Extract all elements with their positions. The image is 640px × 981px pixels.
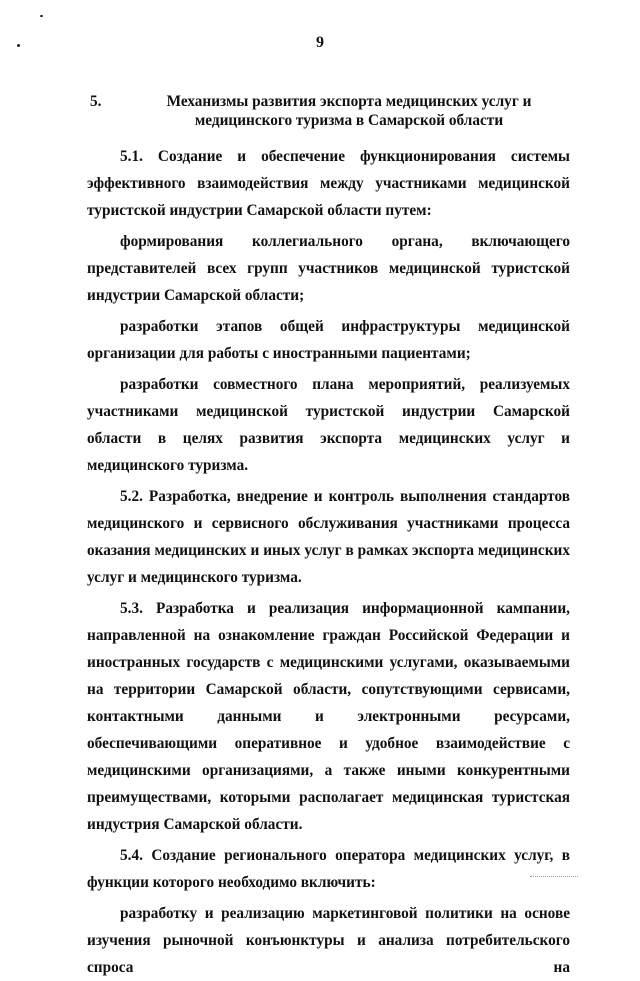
section-number: 5.	[90, 93, 102, 110]
paragraph: формирования коллегиального органа, включающего представителей всех групп участников медицинской туристской индустрии Самарской области;	[87, 233, 570, 304]
scan-speck	[40, 15, 43, 17]
paragraph: разработку и реализацию маркетинговой политики на основе изучения рыночной конъюнктуры и анализа потребительского спроса на	[87, 905, 570, 976]
paragraph: разработки этапов общей инфраструктуры медицинской организации для работы с иностранными пациентами;	[87, 318, 570, 362]
section-title: Механизмы развития экспорта медицинских услуг и медицинского туризма в Самарской области	[166, 93, 532, 129]
document-body	[87, 143, 570, 981]
paragraph: 5.3. Разработка и реализация информационной кампании, направленной на ознакомление граждан Российской Федерации и иностранных государств с медицинскими услугами, оказываемыми на территории Самарской области, сопутствующими сервисами, контактными данными и электронными ресурсами, обеспечивающими оперативное и удобное взаимодействие с медицинскими организациями, а также иными конкурентными преимуществами, которыми располагает медицинская туристская индустрия Самарской области.	[87, 600, 570, 833]
paragraph: 5.4. Создание регионального оператора медицинских услуг, в функции которого необходимо включить:	[87, 847, 570, 891]
scan-artifact	[530, 876, 578, 883]
section-heading	[90, 92, 570, 130]
page-number: 9	[316, 34, 324, 51]
paragraph: разработки совместного плана мероприятий, реализуемых участниками медицинской туристской индустрии Самарской области в целях развития экспорта медицинских услуг и медицинского туризма.	[87, 376, 570, 474]
paragraph: 5.1. Создание и обеспечение функционирования системы эффективного взаимодействия между участниками медицинской туристской индустрии Самарской области путем:	[87, 148, 570, 219]
paragraph: 5.2. Разработка, внедрение и контроль выполнения стандартов медицинского и сервисного обслуживания участниками процесса оказания медицинских и иных услуг в рамках экспорта медицинских услуг и медицинского туризма.	[87, 488, 570, 586]
